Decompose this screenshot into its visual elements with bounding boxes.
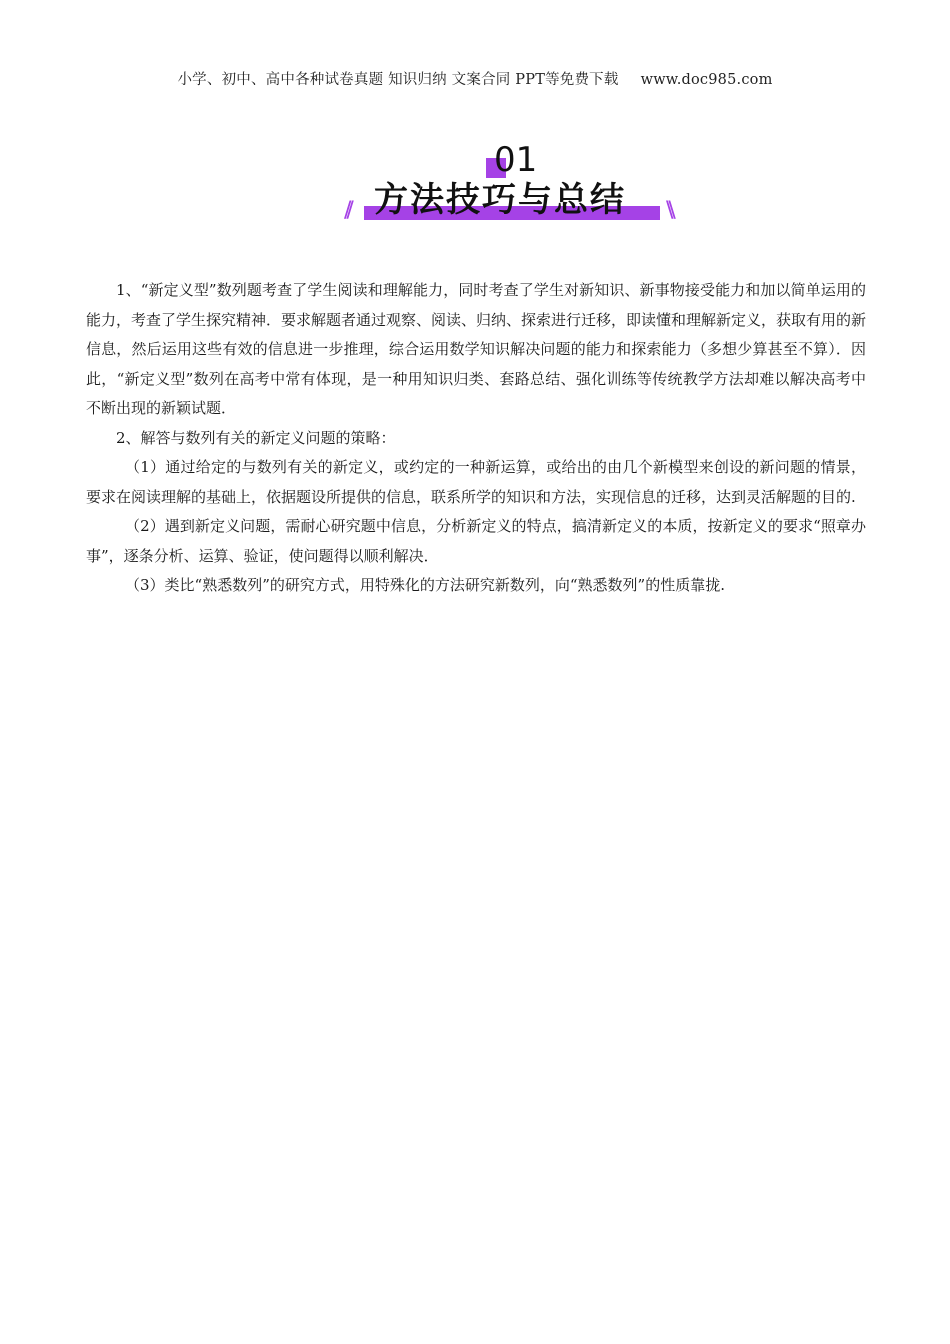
header-url: www.doc985.com (640, 72, 773, 88)
paragraph-5: （3）类比“熟悉数列”的研究方式，用特殊化的方法研究新数列，向“熟悉数列”的性质靠拢. (125, 576, 725, 594)
section-number: 01 (494, 140, 538, 180)
paragraph-1: 1、“新定义型”数列题考查了学生阅读和理解能力，同时考查了学生对新知识、新事物接受能力和加以简单运用的能力，考查了学生探究精神．要求解题者通过观察、阅读、归纳、探索进行迁移，即读懂和理解新定义，获取有用的新信息，然后运用这些有效的信息进一步推理，综合运用数学知识解决问题的能力和探索能力（多想少算甚至不算）．因此，“新定义型”数列在高考中常有体现，是一种用知识归类、套路总结、强化训练等传统教学方法却难以解决高考中不断出现的新颖试题． (86, 281, 867, 417)
left-slash-decoration: // (344, 198, 349, 223)
paragraph-3: （1）通过给定的与数列有关的新定义，或约定的一种新运算，或给出的由几个新模型来创设的新问题的情景，要求在阅读理解的基础上，依据题设所提供的信息，联系所学的知识和方法，实现信息的迁移，达到灵活解题的目的. (86, 458, 866, 506)
paragraph-2: 2、解答与数列有关的新定义问题的策略： (116, 428, 396, 447)
right-slash-decoration: \\ (666, 198, 671, 223)
header-text: 小学、初中、高中各种试卷真题 知识归纳 文案合同 PPT等免费下载 (177, 72, 619, 88)
section-title: 方法技巧与总结 (374, 180, 626, 220)
paragraph-4: （2）遇到新定义问题，需耐心研究题中信息，分析新定义的特点，搞清新定义的本质，按新定义的要求“照章办事”，逐条分析、运算、验证，使问题得以顺利解决． (86, 517, 866, 565)
page-header (0, 68, 950, 89)
section-banner (340, 140, 680, 230)
main-content (86, 276, 866, 601)
